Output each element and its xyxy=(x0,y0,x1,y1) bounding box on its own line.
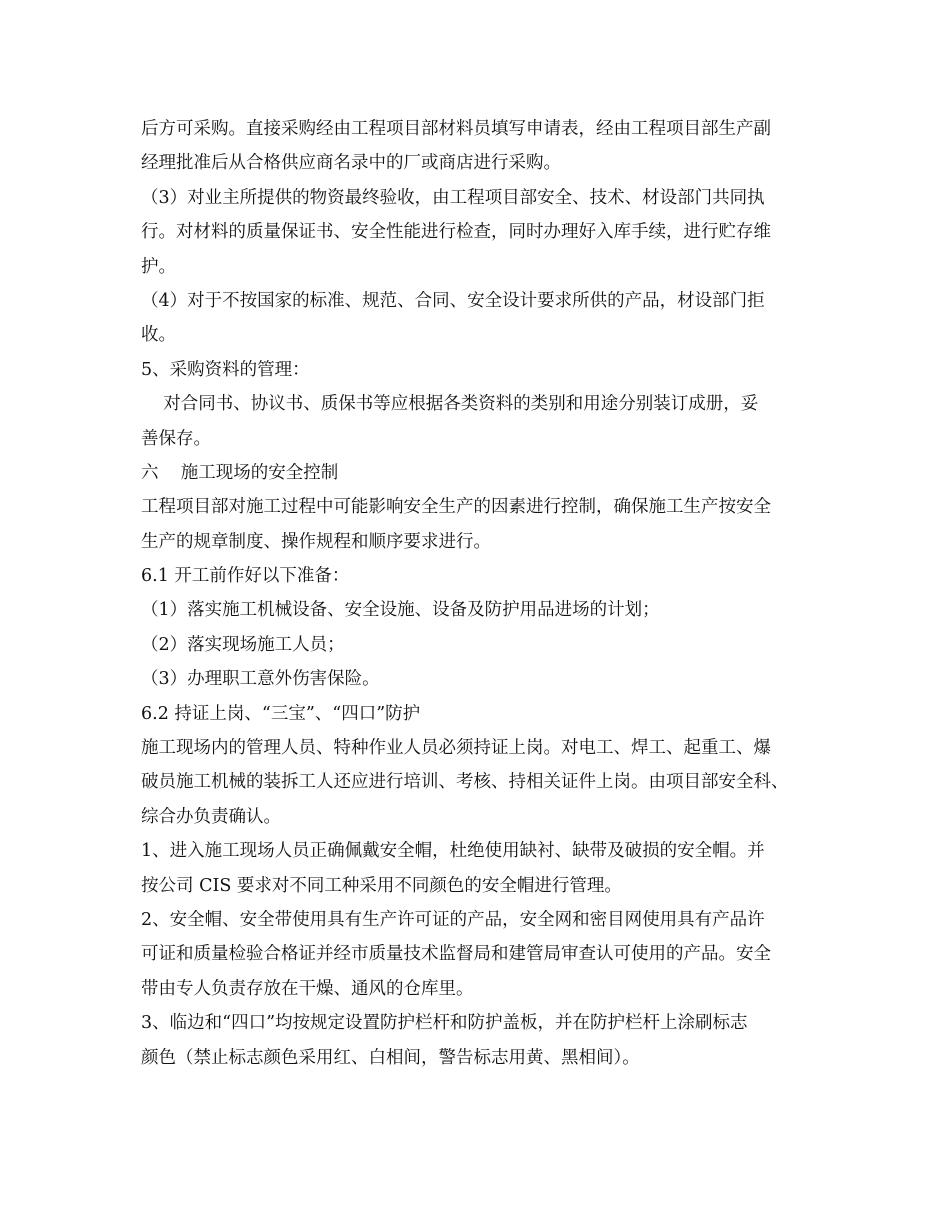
text-line: 收。 xyxy=(141,325,176,346)
text-line: 1、进入施工现场人员正确佩戴安全帽，杜绝使用缺衬、缺带及破损的安全帽。并 xyxy=(141,841,765,862)
text-line: 经理批准后从合格供应商名录中的厂或商店进行采购。 xyxy=(141,153,561,174)
text-line: （4）对于不按国家的标准、规范、合同、安全设计要求所供的产品，材设部门拒 xyxy=(141,290,765,311)
text-line: （1）落实施工机械设备、安全设施、设备及防护用品进场的计划； xyxy=(141,600,660,621)
section-heading: 6.2 持证上岗、“三宝”、“四口”防护 xyxy=(141,703,421,724)
text-line: 行。对材料的质量保证书、安全性能进行检查，同时办理好入库手续，进行贮存维 xyxy=(141,222,771,243)
text-line: 带由专人负责存放在干燥、通风的仓库里。 xyxy=(141,978,474,999)
text-line: （3）办理职工意外伤害保险。 xyxy=(141,669,380,690)
text-line: 善保存。 xyxy=(141,428,211,449)
text-line: 施工现场内的管理人员、特种作业人员必须持证上岗。对电工、焊工、起重工、爆 xyxy=(141,738,771,759)
text-line: （2）落实现场施工人员； xyxy=(141,634,345,655)
text-line: （3）对业主所提供的物资最终验收，由工程项目部安全、技术、材设部门共同执 xyxy=(141,187,765,208)
text-line: 护。 xyxy=(141,256,176,277)
text-line: 按公司 CIS 要求对不同工种采用不同颜色的安全帽进行管理。 xyxy=(141,875,622,896)
text-line: 对合同书、协议书、质保书等应根据各类资料的类别和用途分别装订成册，妥 xyxy=(141,394,759,415)
text-line: 工程项目部对施工过程中可能影响安全生产的因素进行控制，确保施工生产按安全 xyxy=(141,497,771,518)
document-body xyxy=(141,112,831,1075)
text-line: 可证和质量检验合格证并经市质量技术监督局和建管局审查认可使用的产品。安全 xyxy=(141,944,771,965)
section-heading: 6.1 开工前作好以下准备： xyxy=(141,566,350,587)
text-line: 3、临边和“四口”均按规定设置防护栏杆和防护盖板，并在防护栏杆上涂刷标志 xyxy=(141,1013,748,1034)
text-line: 后方可采购。直接采购经由工程项目部材料员填写申请表，经由工程项目部生产副 xyxy=(141,119,771,139)
text-line: 破员施工机械的装拆工人还应进行培训、考核、持相关证件上岗。由项目部安全科、 xyxy=(141,772,789,793)
text-line: 2、安全帽、安全带使用具有生产许可证的产品，安全网和密目网使用具有产品许 xyxy=(141,909,765,930)
text-line: 颜色（禁止标志颜色采用红、白相间，警告标志用黄、黑相间）。 xyxy=(141,1047,640,1068)
section-heading: 六 施工现场的安全控制 xyxy=(141,462,339,483)
text-line: 生产的规章制度、操作规程和顺序要求进行。 xyxy=(141,531,491,552)
section-heading: 5、采购资料的管理： xyxy=(141,359,310,380)
text-line: 综合办负责确认。 xyxy=(141,806,281,827)
